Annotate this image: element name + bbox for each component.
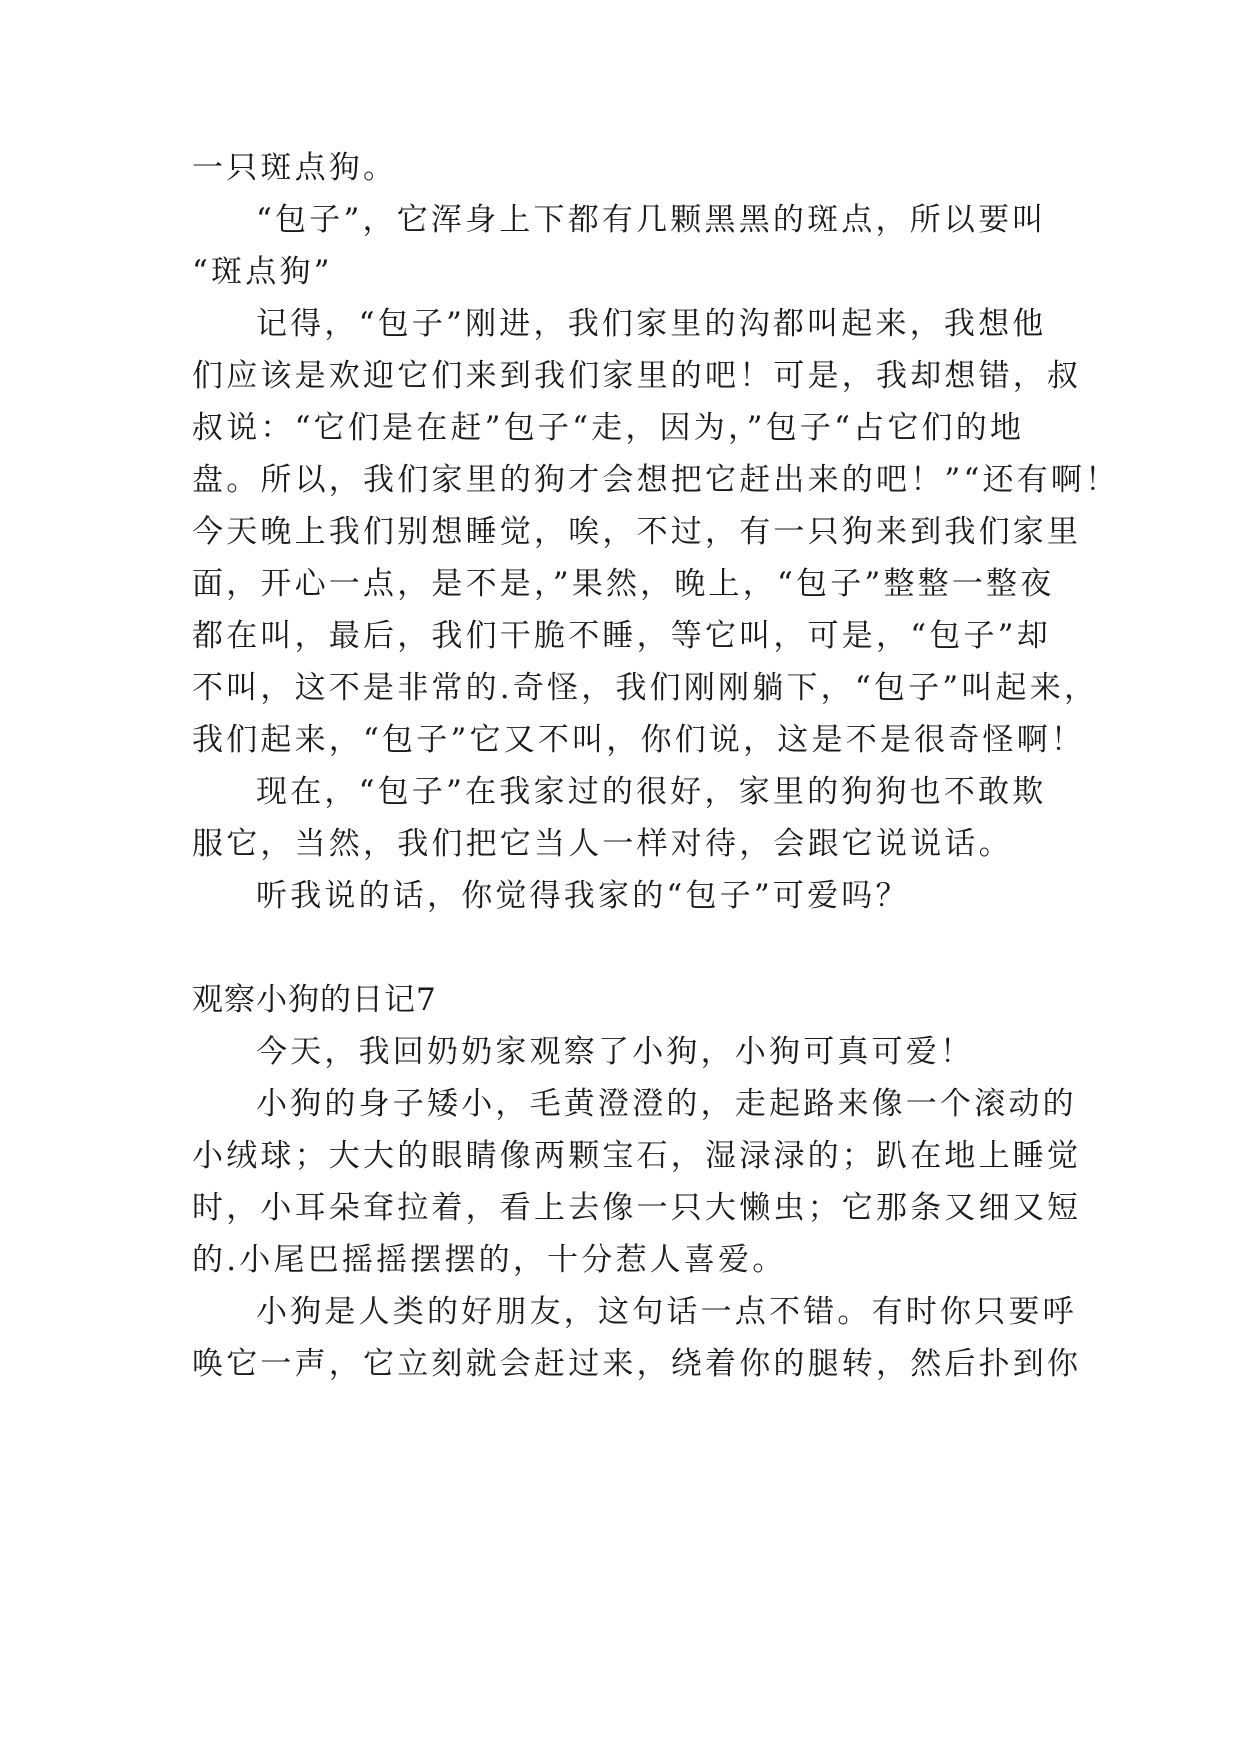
paragraph-first-line: 小狗的身子矮小，毛黄澄澄的，走起路来像一个滚动的 — [256, 1086, 1077, 1122]
paragraph-first-line: 记得，“包子”刚进，我们家里的沟都叫起来，我想他 — [256, 306, 1047, 342]
text-line: 服它，当然，我们把它当人一样对待，会跟它说说话。 — [192, 826, 1013, 862]
text-line: 的.小尾巴摇摇摆摆的，十分惹人喜爱。 — [192, 1242, 787, 1278]
text-line: 面，开心一点，是不是，”果然，晚上，“包子”整整一整夜 — [192, 566, 1055, 602]
text-line: “斑点狗” — [192, 254, 333, 290]
text-line: 们应该是欢迎它们来到我们家里的吧！可是，我却想错，叔 — [192, 358, 1082, 394]
paragraph-first-line: 现在，“包子”在我家过的很好，家里的狗狗也不敢欺 — [256, 774, 1047, 810]
text-line: 都在叫，最后，我们干脆不睡，等它叫，可是，“包子”却 — [192, 618, 1051, 654]
text-line: 盘。所以，我们家里的狗才会想把它赶出来的吧！”“还有啊！ — [192, 462, 1120, 498]
paragraph-first-line: “包子”，它浑身上下都有几颗黑黑的斑点，所以要叫 — [256, 202, 1047, 238]
text-line: 我们起来，“包子”它又不叫，你们说，这是不是很奇怪啊！ — [192, 722, 1086, 758]
text-line: 不叫，这不是非常的.奇怪，我们刚刚躺下，“包子”叫起来， — [192, 670, 1099, 706]
section-heading: 观察小狗的日记7 — [192, 982, 437, 1018]
paragraph-first-line: 听我说的话，你觉得我家的“包子”可爱吗？ — [256, 878, 910, 914]
paragraph-first-line: 今天，我回奶奶家观察了小狗，小狗可真可爱！ — [256, 1034, 975, 1070]
text-line: 今天晚上我们别想睡觉，唉，不过，有一只狗来到我们家里 — [192, 514, 1082, 550]
paragraph-first-line: 小狗是人类的好朋友，这句话一点不错。有时你只要呼 — [256, 1294, 1077, 1330]
text-line: 叔说：“它们是在赶”包子“走，因为，”包子“占它们的地 — [192, 410, 1025, 446]
text-line: 唤它一声，它立刻就会赶过来，绕着你的腿转，然后扑到你 — [192, 1346, 1082, 1382]
text-line: 一只斑点狗。 — [192, 150, 398, 186]
text-line: 时，小耳朵耷拉着，看上去像一只大懒虫；它那条又细又短 — [192, 1190, 1082, 1226]
text-line: 小绒球；大大的眼睛像两颗宝石，湿渌渌的；趴在地上睡觉 — [192, 1138, 1082, 1174]
